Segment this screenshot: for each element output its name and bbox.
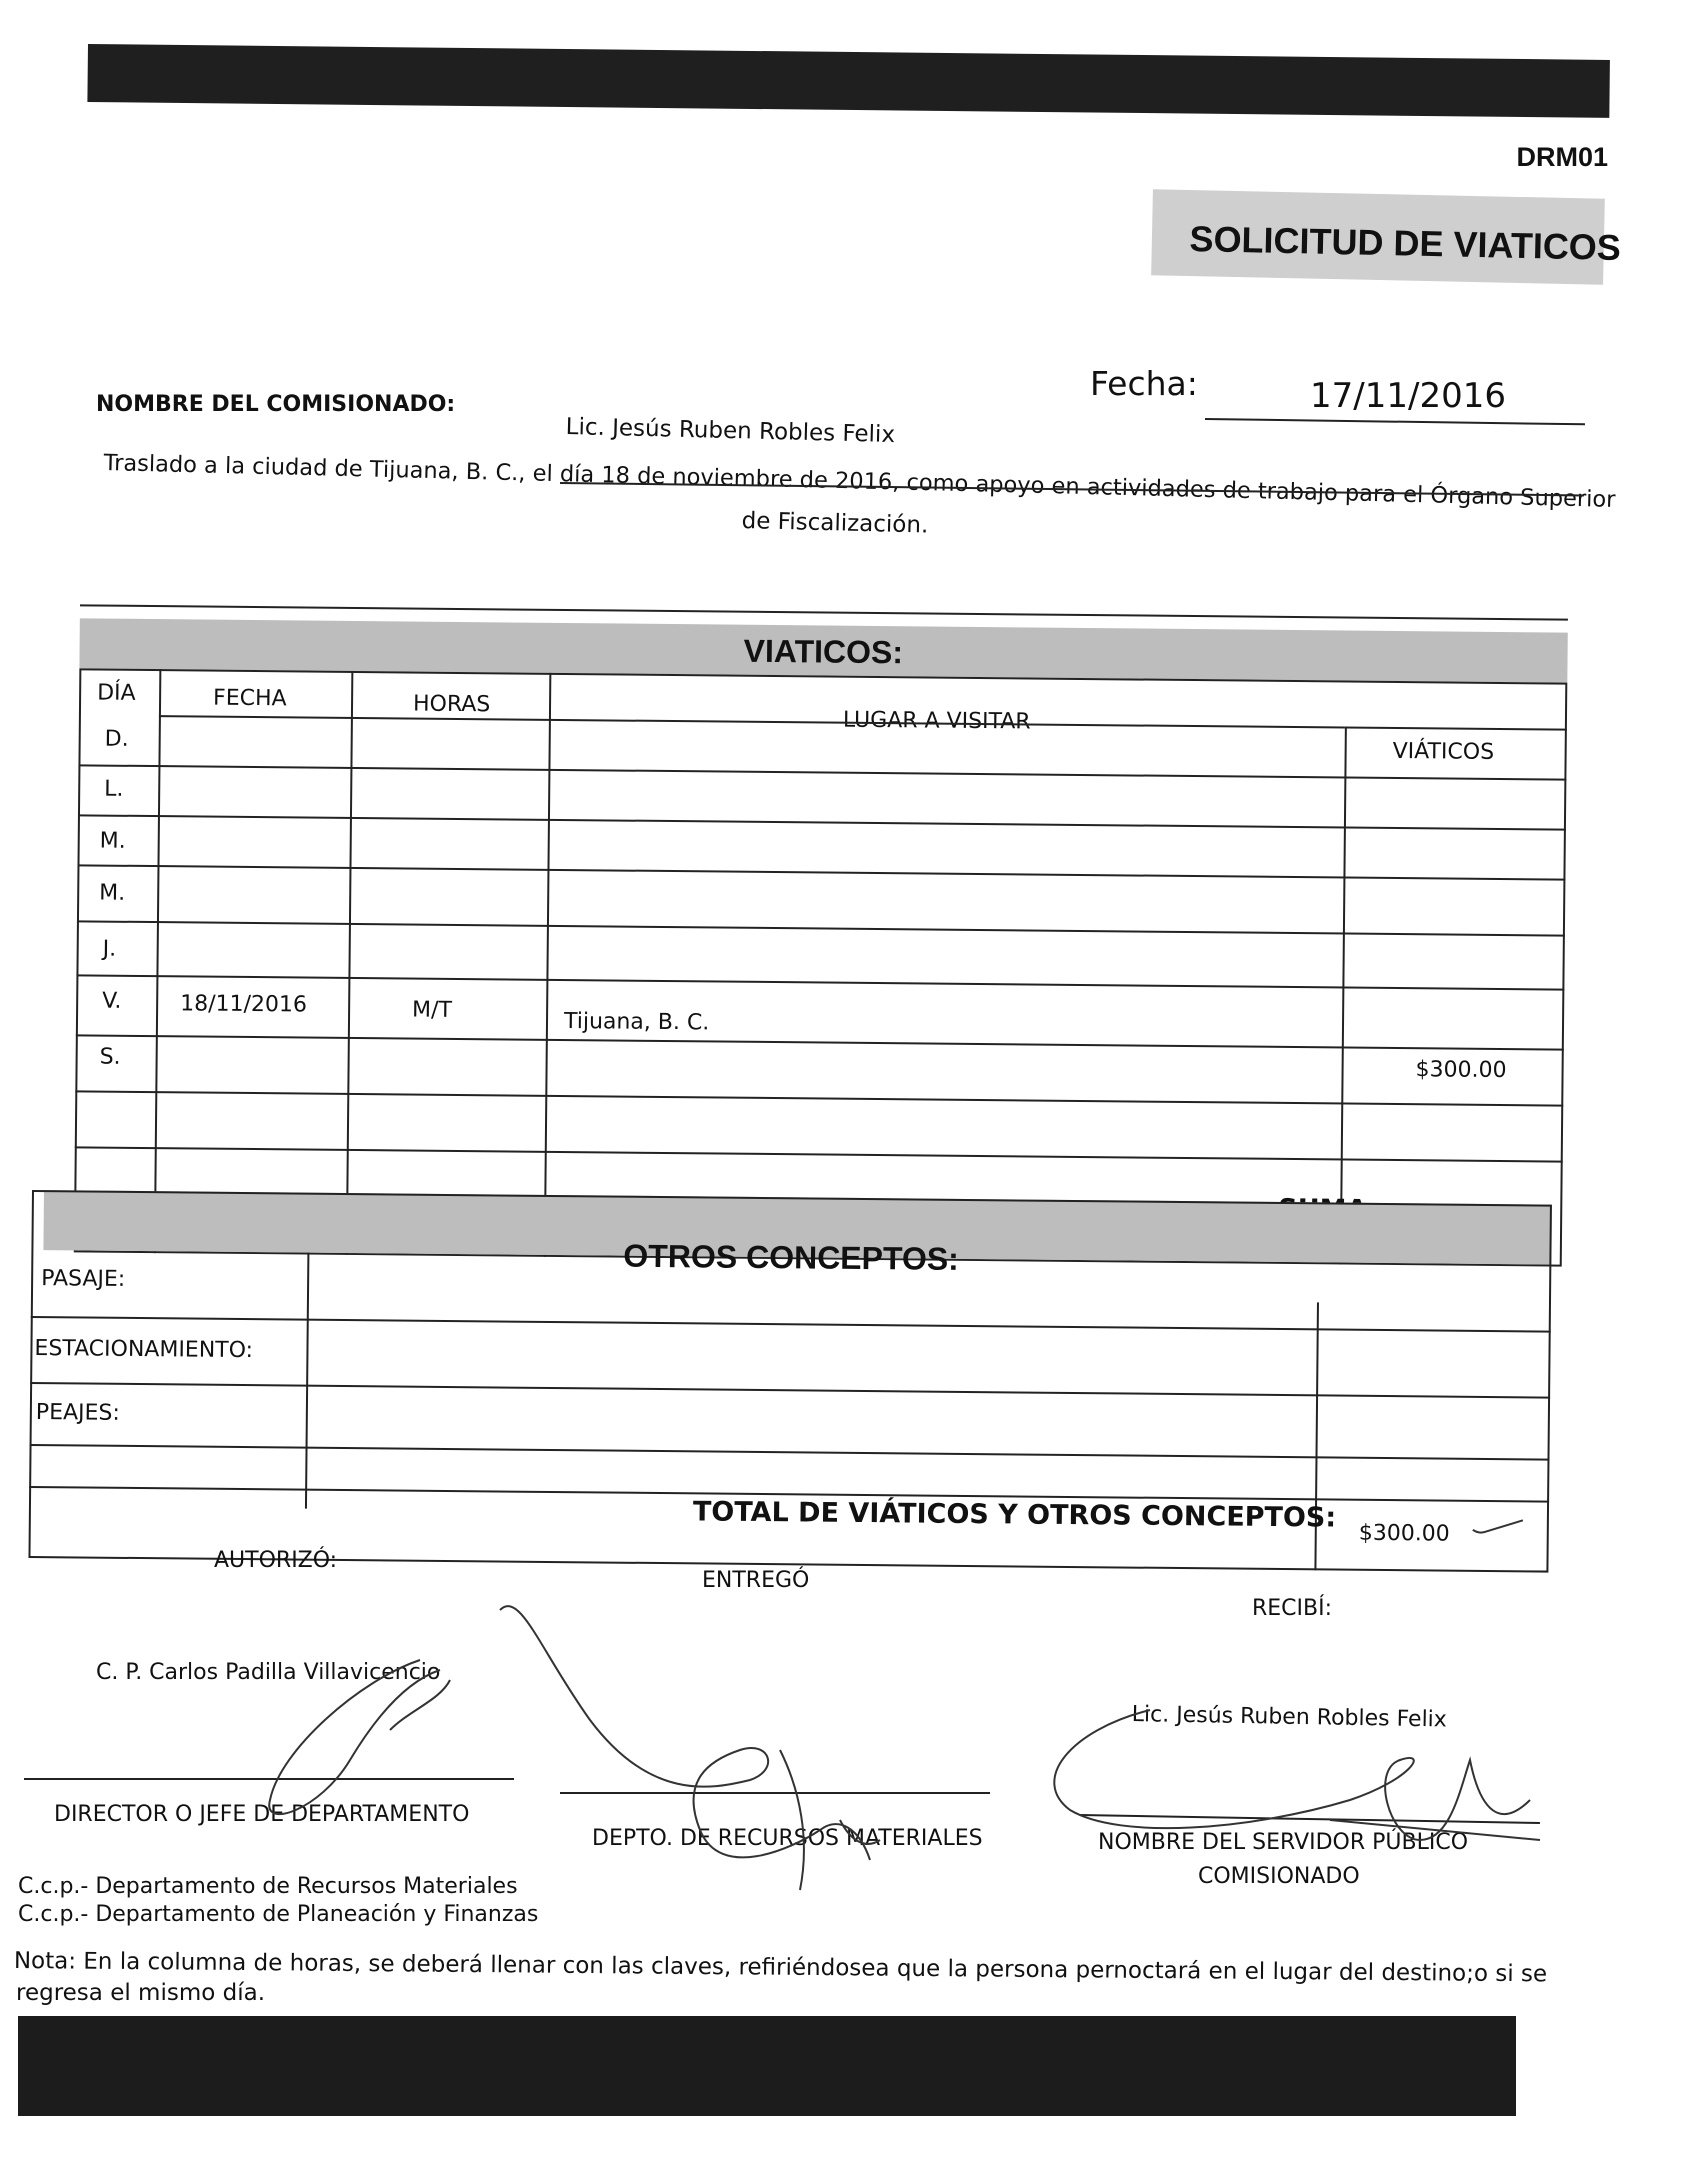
nota-line-2: regresa el mismo día. — [16, 1980, 266, 2006]
recibi-role-2: COMISIONADO — [1198, 1864, 1360, 1889]
row-monto: $300.00 — [1415, 1057, 1507, 1084]
fecha-value: 17/11/2016 — [1310, 376, 1506, 416]
row-dia: V. — [102, 988, 122, 1014]
row-dia: M. — [99, 828, 126, 854]
otros-table — [28, 1190, 1555, 1575]
signature-autorizo — [240, 1640, 480, 1840]
otros-item-peajes: PEAJES: — [35, 1400, 120, 1426]
col-header-dia: DÍA — [97, 680, 136, 706]
ccp-line-1: C.c.p.- Departamento de Recursos Materiales — [18, 1874, 518, 1899]
row-dia: J. — [102, 936, 117, 962]
recibi-name: Lic. Jesús Ruben Robles Felix — [1131, 1702, 1448, 1733]
table-top-rule — [80, 604, 1568, 620]
motivo-line1: Traslado a la ciudad de Tijuana, B. C., el día 18 de noviembre de 2016, como apoyo en actividades de trabajo para el Órgano Superior — [103, 450, 1616, 513]
col-header-fecha: FECHA — [212, 685, 287, 712]
comisionado-label: NOMBRE DEL COMISIONADO: — [96, 392, 456, 417]
row-horas: M/T — [411, 997, 453, 1023]
col-header-viaticos: VIÁTICOS — [1392, 738, 1495, 765]
entrego-heading: ENTREGÓ — [702, 1568, 810, 1593]
recibi-heading: RECIBÍ: — [1252, 1596, 1333, 1621]
fecha-underline — [1205, 418, 1585, 425]
ccp-line-2: C.c.p.- Departamento de Planeación y Finanzas — [18, 1902, 539, 1927]
viaticos-heading: VIATICOS: — [743, 632, 904, 671]
row-dia: M. — [99, 880, 126, 906]
signature-recibi — [1030, 1690, 1550, 1860]
row-dia: S. — [99, 1044, 121, 1070]
row-lugar: Tijuana, B. C. — [563, 1009, 710, 1036]
bottom-black-bar — [18, 2016, 1516, 2116]
signature-entrego — [480, 1590, 1000, 1920]
comisionado-value: Lic. Jesús Ruben Robles Felix — [565, 414, 896, 449]
total-value: $300.00 — [1358, 1520, 1450, 1547]
check-mark-icon — [1469, 1516, 1529, 1541]
autorizo-name: C. P. Carlos Padilla Villavicencio — [96, 1660, 441, 1685]
total-label: TOTAL DE VIÁTICOS Y OTROS CONCEPTOS: — [692, 1496, 1337, 1534]
motivo-line2: de Fiscalización. — [741, 508, 929, 539]
nota-line-1: Nota: En la columna de horas, se deberá llenar con las claves, refiriéndosea que la persona pernoctará en el lugar del destino;o si se — [13, 1948, 1548, 1988]
page-title: SOLICITUD DE VIATICOS — [1189, 218, 1622, 269]
row-dia: L. — [104, 776, 124, 802]
otros-item-pasaje: PASAJE: — [41, 1266, 126, 1292]
top-black-bar — [87, 44, 1610, 118]
entrego-role: DEPTO. DE RECURSOS MATERIALES — [592, 1826, 983, 1851]
autorizo-heading: AUTORIZÓ: — [214, 1548, 338, 1573]
row-fecha: 18/11/2016 — [180, 991, 308, 1018]
fecha-label: Fecha: — [1090, 364, 1198, 403]
col-header-horas: HORAS — [412, 691, 491, 718]
col-header-lugar: LUGAR A VISITAR — [842, 707, 1031, 735]
otros-item-estacionamiento: ESTACIONAMIENTO: — [34, 1336, 254, 1364]
otros-heading: OTROS CONCEPTOS: — [623, 1237, 959, 1277]
viaticos-table — [38, 604, 1574, 1269]
row-dia: D. — [104, 726, 129, 752]
recibi-role-1: NOMBRE DEL SERVIDOR PÚBLICO — [1098, 1830, 1469, 1855]
autorizo-role: DIRECTOR O JEFE DE DEPARTAMENTO — [54, 1802, 470, 1827]
form-code: DRM01 — [1516, 142, 1608, 172]
